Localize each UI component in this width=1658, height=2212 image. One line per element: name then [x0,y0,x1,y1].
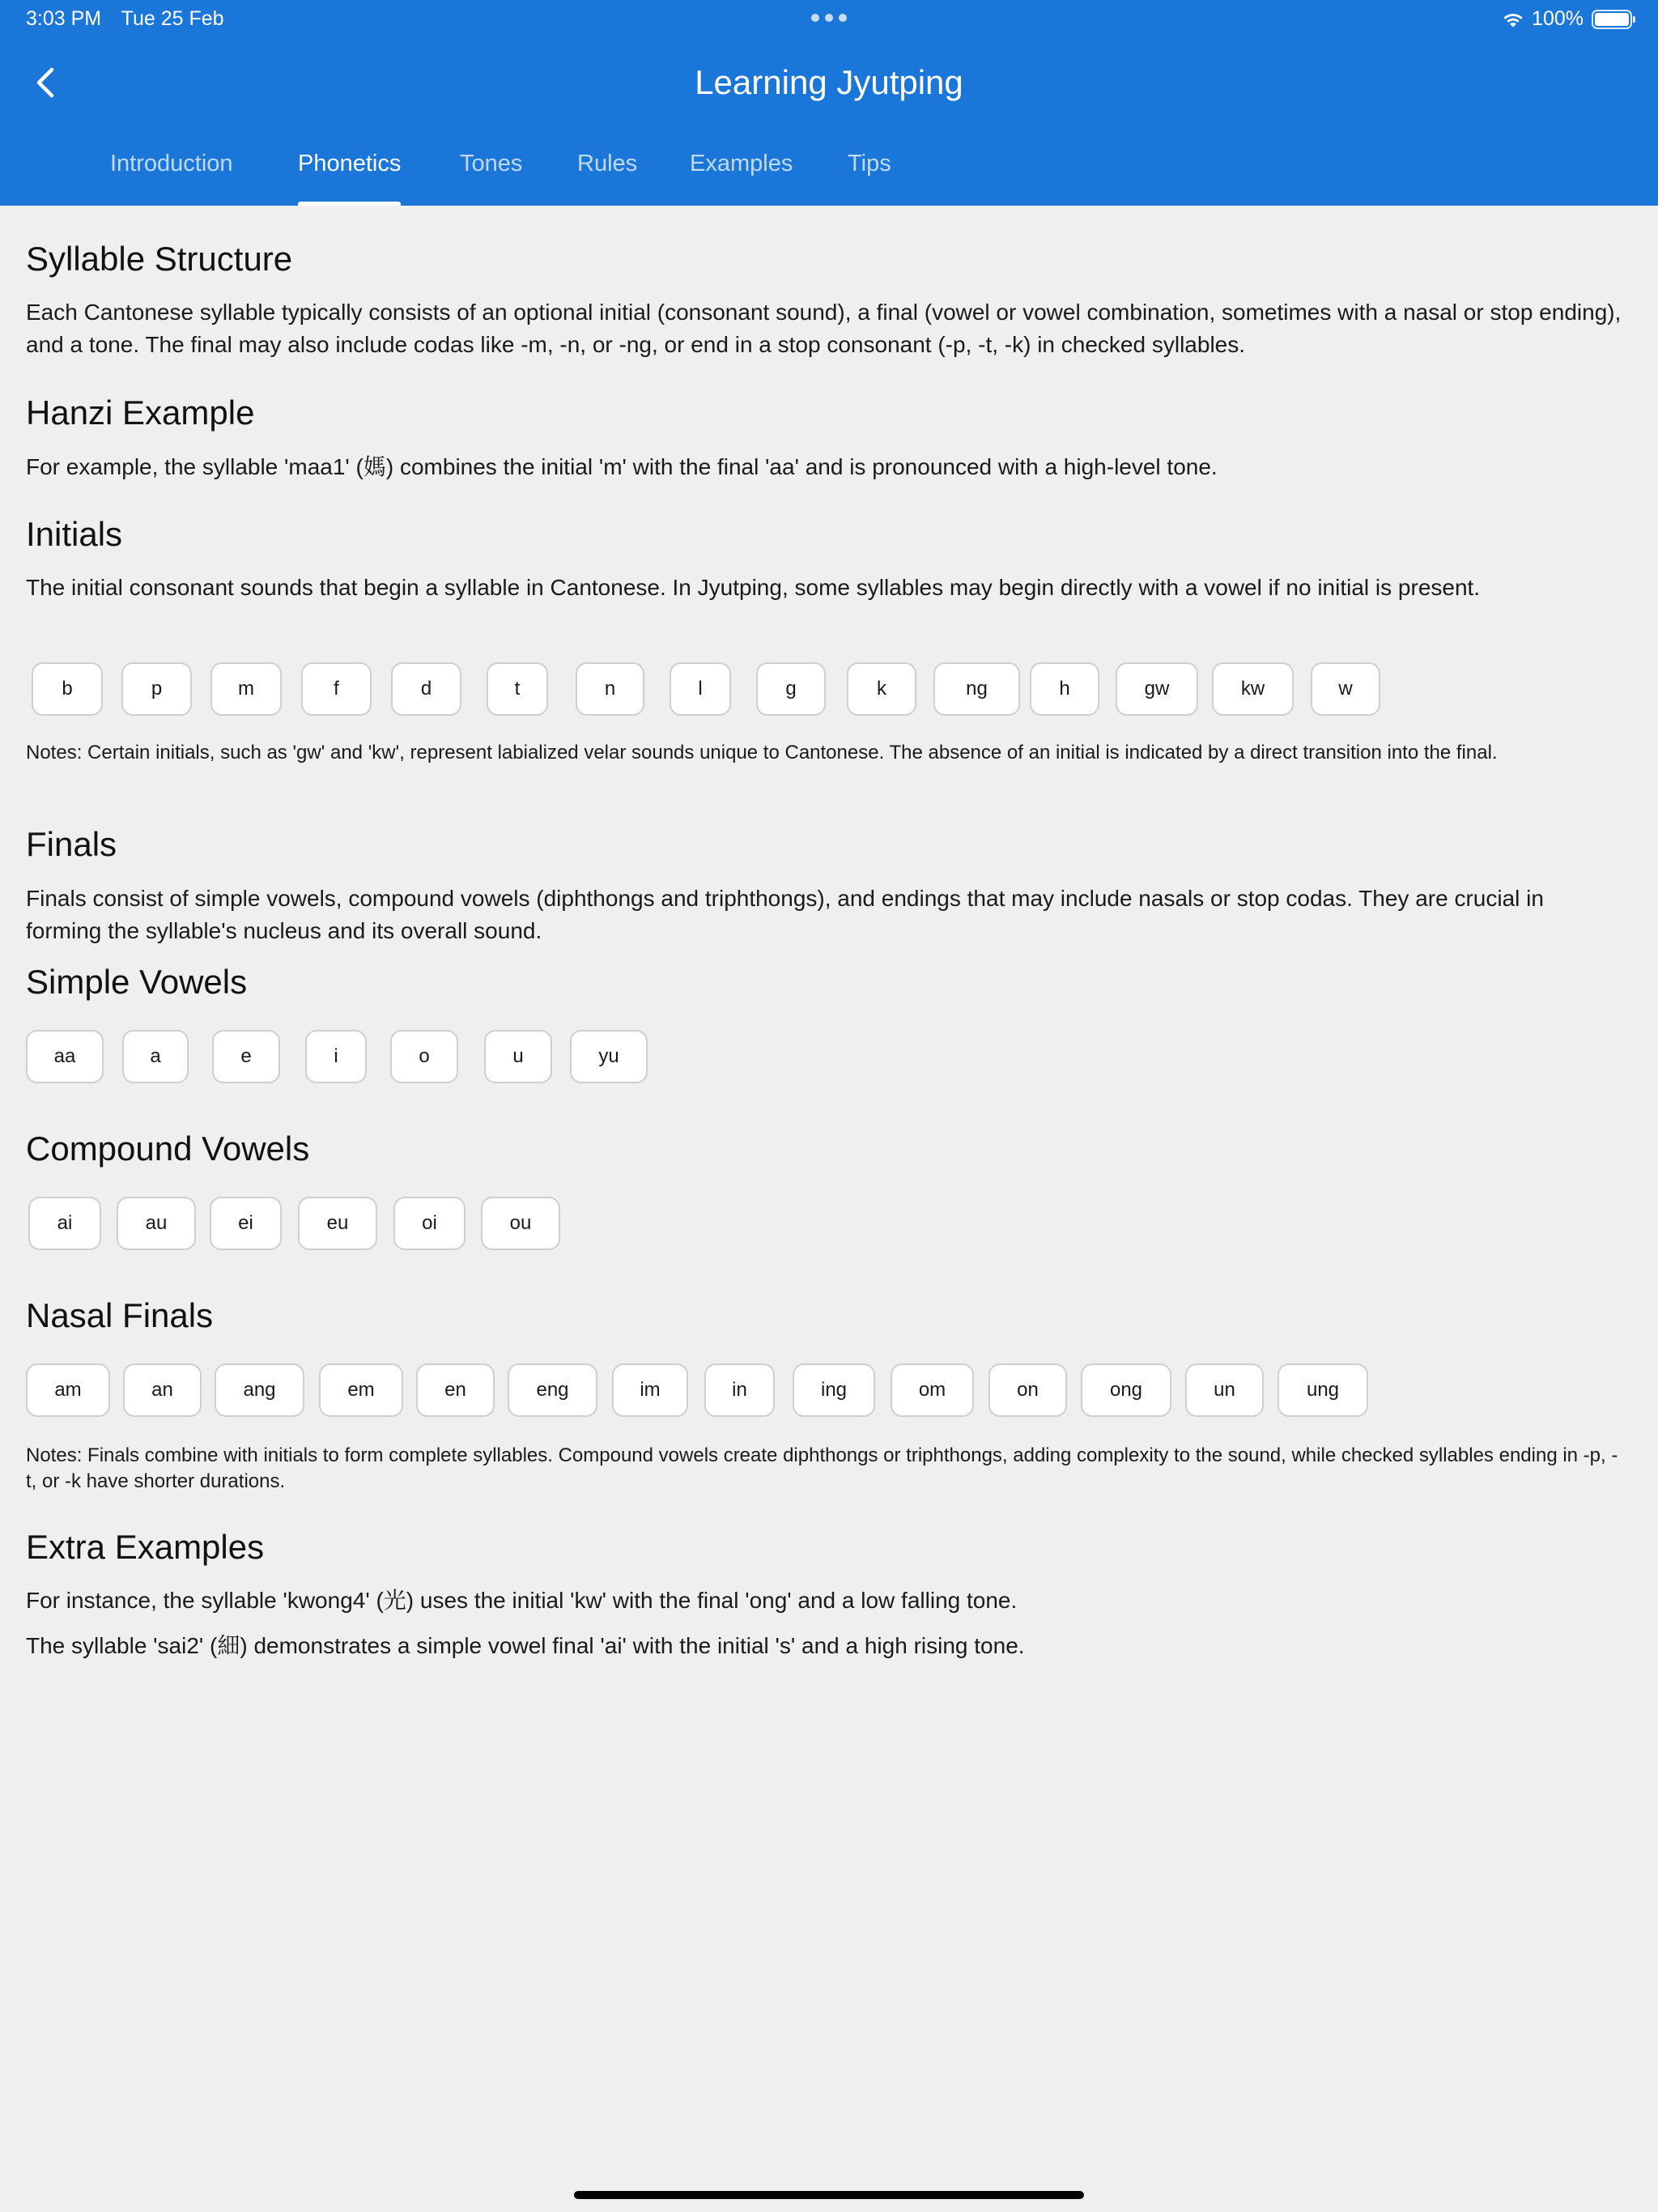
nasal-final-chip[interactable]: om [891,1363,974,1417]
simple-vowel-chip[interactable]: i [305,1030,367,1083]
hanzi-example-body: For example, the syllable 'maa1' (媽) combines the initial 'm' with the final 'aa' and is pronounced with a high-level tone. [26,454,1218,479]
initial-chip[interactable]: d [391,662,461,716]
initials-body: The initial consonant sounds that begin a syllable in Cantonese. In Jyutping, some syllables may begin directly with a vowel if no initial is present. [26,575,1481,600]
status-bar [0,0,1658,39]
nasal-final-chip[interactable]: eng [508,1363,597,1417]
nasal-final-chip[interactable]: en [416,1363,495,1417]
simple-vowel-chip[interactable]: u [484,1030,552,1083]
compound-vowels-title: Compound Vowels [26,1129,310,1168]
simple-vowel-chip[interactable]: a [122,1030,189,1083]
tab-examples[interactable] [690,151,793,206]
initial-chip[interactable]: kw [1212,662,1294,716]
nasal-final-chip[interactable]: on [988,1363,1067,1417]
tab-phonetics[interactable] [298,151,401,206]
simple-vowel-chip[interactable]: o [390,1030,458,1083]
nasal-final-chip[interactable]: in [704,1363,775,1417]
initial-chip[interactable]: f [301,662,372,716]
status-indicators [1501,7,1632,31]
initial-chip[interactable]: p [121,662,192,716]
compound-vowel-chip[interactable]: oi [393,1197,466,1250]
home-indicator[interactable] [574,2191,1084,2199]
finals-body: Finals consist of simple vowels, compound vowels (diphthongs and triphthongs), and endings that may include nasals or stop codas. They are crucial in forming the syllable's nucleus and its overall sound. [26,886,1544,943]
initial-chip[interactable]: t [487,662,548,716]
tab-introduction[interactable] [110,151,233,206]
app-header [0,0,1658,206]
tab-label: Rules [577,151,638,177]
nasal-final-chip[interactable]: ang [215,1363,304,1417]
compound-vowel-chip[interactable]: au [117,1197,196,1250]
tab-bar [0,151,1658,206]
tab-tones[interactable] [460,151,522,206]
nasal-final-chip[interactable]: an [123,1363,202,1417]
simple-vowel-chip[interactable]: e [212,1030,280,1083]
initial-chip[interactable]: m [210,662,282,716]
nasal-final-chip[interactable]: am [26,1363,110,1417]
initial-chip[interactable]: h [1030,662,1099,716]
syllable-structure-title: Syllable Structure [26,240,293,278]
initial-chip[interactable]: l [670,662,731,716]
battery-percentage: 100% [1532,7,1584,30]
tab-rules[interactable] [577,151,637,206]
tab-label: Introduction [110,151,233,177]
initials-title: Initials [26,515,123,553]
initial-chip[interactable]: b [32,662,103,716]
tab-label: Phonetics [298,151,402,177]
syllable-structure-body: Each Cantonese syllable typically consists of an optional initial (consonant sound), a final (vowel or vowel combination, sometimes with a nasal or stop ending), and a tone. The final may also include codas like -m, -n, or -ng, or end in a stop consonant (-p, -t, -k) in checked syllables. [26,300,1622,357]
initial-chip[interactable]: w [1311,662,1380,716]
active-tab-indicator [298,202,401,206]
tab-label: Tips [848,151,891,177]
nasal-final-chip[interactable]: em [319,1363,403,1417]
simple-vowels-title: Simple Vowels [26,963,248,1001]
compound-vowel-chip[interactable]: ou [481,1197,560,1250]
compound-vowel-chip[interactable]: ei [210,1197,282,1250]
nasal-final-chip[interactable]: im [612,1363,688,1417]
initial-chip[interactable]: gw [1116,662,1198,716]
status-date: Tue 25 Feb [121,7,224,30]
extra-example-line: For instance, the syllable 'kwong4' (光) uses the initial 'kw' with the final 'ong' and a low falling tone. [26,1588,1018,1613]
hanzi-example-title: Hanzi Example [26,393,255,432]
battery-icon [1592,10,1632,29]
nasal-final-chip[interactable]: un [1185,1363,1264,1417]
simple-vowel-chip[interactable]: yu [570,1030,648,1083]
nasal-final-chip[interactable]: ing [793,1363,875,1417]
status-time: 3:03 PM [26,7,102,30]
page-title: Learning Jyutping [695,63,963,101]
initial-chip[interactable]: g [756,662,826,716]
multitasking-dots-icon[interactable] [811,14,847,23]
simple-vowel-chip[interactable]: aa [26,1030,104,1083]
extra-examples-title: Extra Examples [26,1528,265,1566]
compound-vowel-chip[interactable]: ai [28,1197,101,1250]
initial-chip[interactable]: ng [933,662,1020,716]
initial-chip[interactable]: n [576,662,644,716]
tab-label: Tones [460,151,523,177]
extra-example-line: The syllable 'sai2' (細) demonstrates a simple vowel final 'ai' with the initial 's' and a high rising tone. [26,1633,1025,1658]
wifi-icon [1501,11,1525,28]
tab-tips[interactable] [848,151,891,206]
status-time-date [26,7,239,31]
finals-title: Finals [26,825,117,863]
tab-label: Examples [690,151,793,177]
nasal-finals-title: Nasal Finals [26,1296,214,1334]
nasal-final-chip[interactable]: ung [1278,1363,1368,1417]
compound-vowel-chip[interactable]: eu [298,1197,377,1250]
nasal-final-chip[interactable]: ong [1081,1363,1171,1417]
finals-notes: Notes: Finals combine with initials to form complete syllables. Compound vowels create diphthongs or triphthongs, adding complexity to the sound, while checked syllables ending in -p, -t, or -k have shorter durations. [26,1444,1618,1492]
initials-notes: Notes: Certain initials, such as 'gw' and 'kw', represent labialized velar sounds unique to Cantonese. The absence of an initial is indicated by a direct transition into the final. [26,742,1498,764]
initial-chip[interactable]: k [847,662,916,716]
